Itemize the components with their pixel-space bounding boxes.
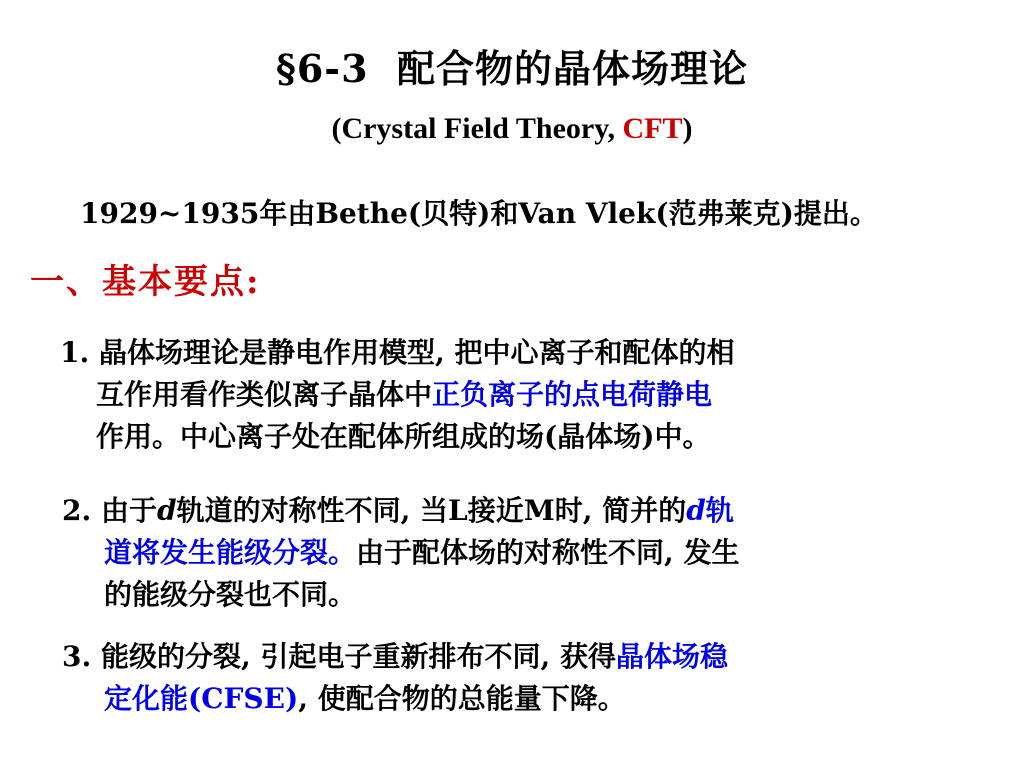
key-point-2-number: 2. [62, 494, 92, 527]
key-point-1-line-2 [60, 374, 734, 416]
key-point-2-highlight-1: 轨 [705, 494, 734, 527]
section-heading: 一、基本要点: [30, 262, 261, 302]
key-point-3-number: 3. [62, 640, 92, 673]
key-point-3-line-2 [62, 678, 728, 720]
key-point-3-text-2: , 使配合物的总能量下降。 [298, 682, 626, 715]
key-point-2-text-1a: 由于 [91, 494, 157, 527]
key-point-1-highlight: 正负离子的点电荷静电 [432, 378, 713, 411]
section-number: 6-3 [296, 46, 369, 91]
key-point-1 [60, 332, 734, 458]
key-point-2-text-2: 由于配体场的对称性不同, 发生 [356, 536, 740, 569]
key-point-3-line-1 [62, 636, 728, 678]
key-point-1-text-1: 晶体场理论是静电作用模型, 把中心离子和配体的相 [89, 336, 735, 369]
key-point-3-highlight-2: 定化能(CFSE) [104, 682, 299, 715]
subtitle-open-paren: ( [331, 112, 342, 145]
key-point-1-number: 1. [60, 336, 90, 369]
key-point-2-d-symbol: d [156, 494, 177, 527]
key-point-3-highlight-1: 晶体场稳 [615, 640, 728, 673]
section-mark: § [275, 46, 297, 91]
intro-line: 1929~1935年由Bethe(贝特)和Van Vlek(范弗莱克)提出。 [80, 197, 878, 230]
key-point-2-d-symbol-2: d [686, 494, 706, 527]
page-title [0, 38, 1024, 93]
key-point-2-highlight-2: 道将发生能级分裂。 [104, 536, 357, 569]
key-point-2-text-3: 的能级分裂也不同。 [104, 578, 357, 611]
subtitle-abbreviation: CFT [622, 112, 683, 145]
key-point-1-line-3 [60, 416, 734, 458]
key-point-2-line-1 [62, 490, 740, 532]
page-subtitle [0, 112, 1024, 146]
key-point-3 [62, 636, 728, 720]
key-point-1-text-3: 作用。中心离子处在配体所组成的场(晶体场)中。 [96, 420, 711, 453]
subtitle-close-paren: ) [682, 112, 693, 145]
key-point-2-text-1b: 轨道的对称性不同, 当L接近M时, 简并的 [176, 494, 687, 527]
key-point-1-line-1 [60, 332, 734, 374]
key-point-3-text-1: 能级的分裂, 引起电子重新排布不同, 获得 [91, 640, 616, 673]
title-text: 配合物的晶体场理论 [396, 46, 748, 91]
subtitle-english: Crystal Field Theory, [341, 112, 623, 145]
key-point-2-line-3 [62, 574, 740, 616]
key-point-1-text-2: 互作用看作类似离子晶体中 [96, 378, 433, 411]
key-point-2 [62, 490, 740, 616]
key-point-2-line-2 [62, 532, 740, 574]
